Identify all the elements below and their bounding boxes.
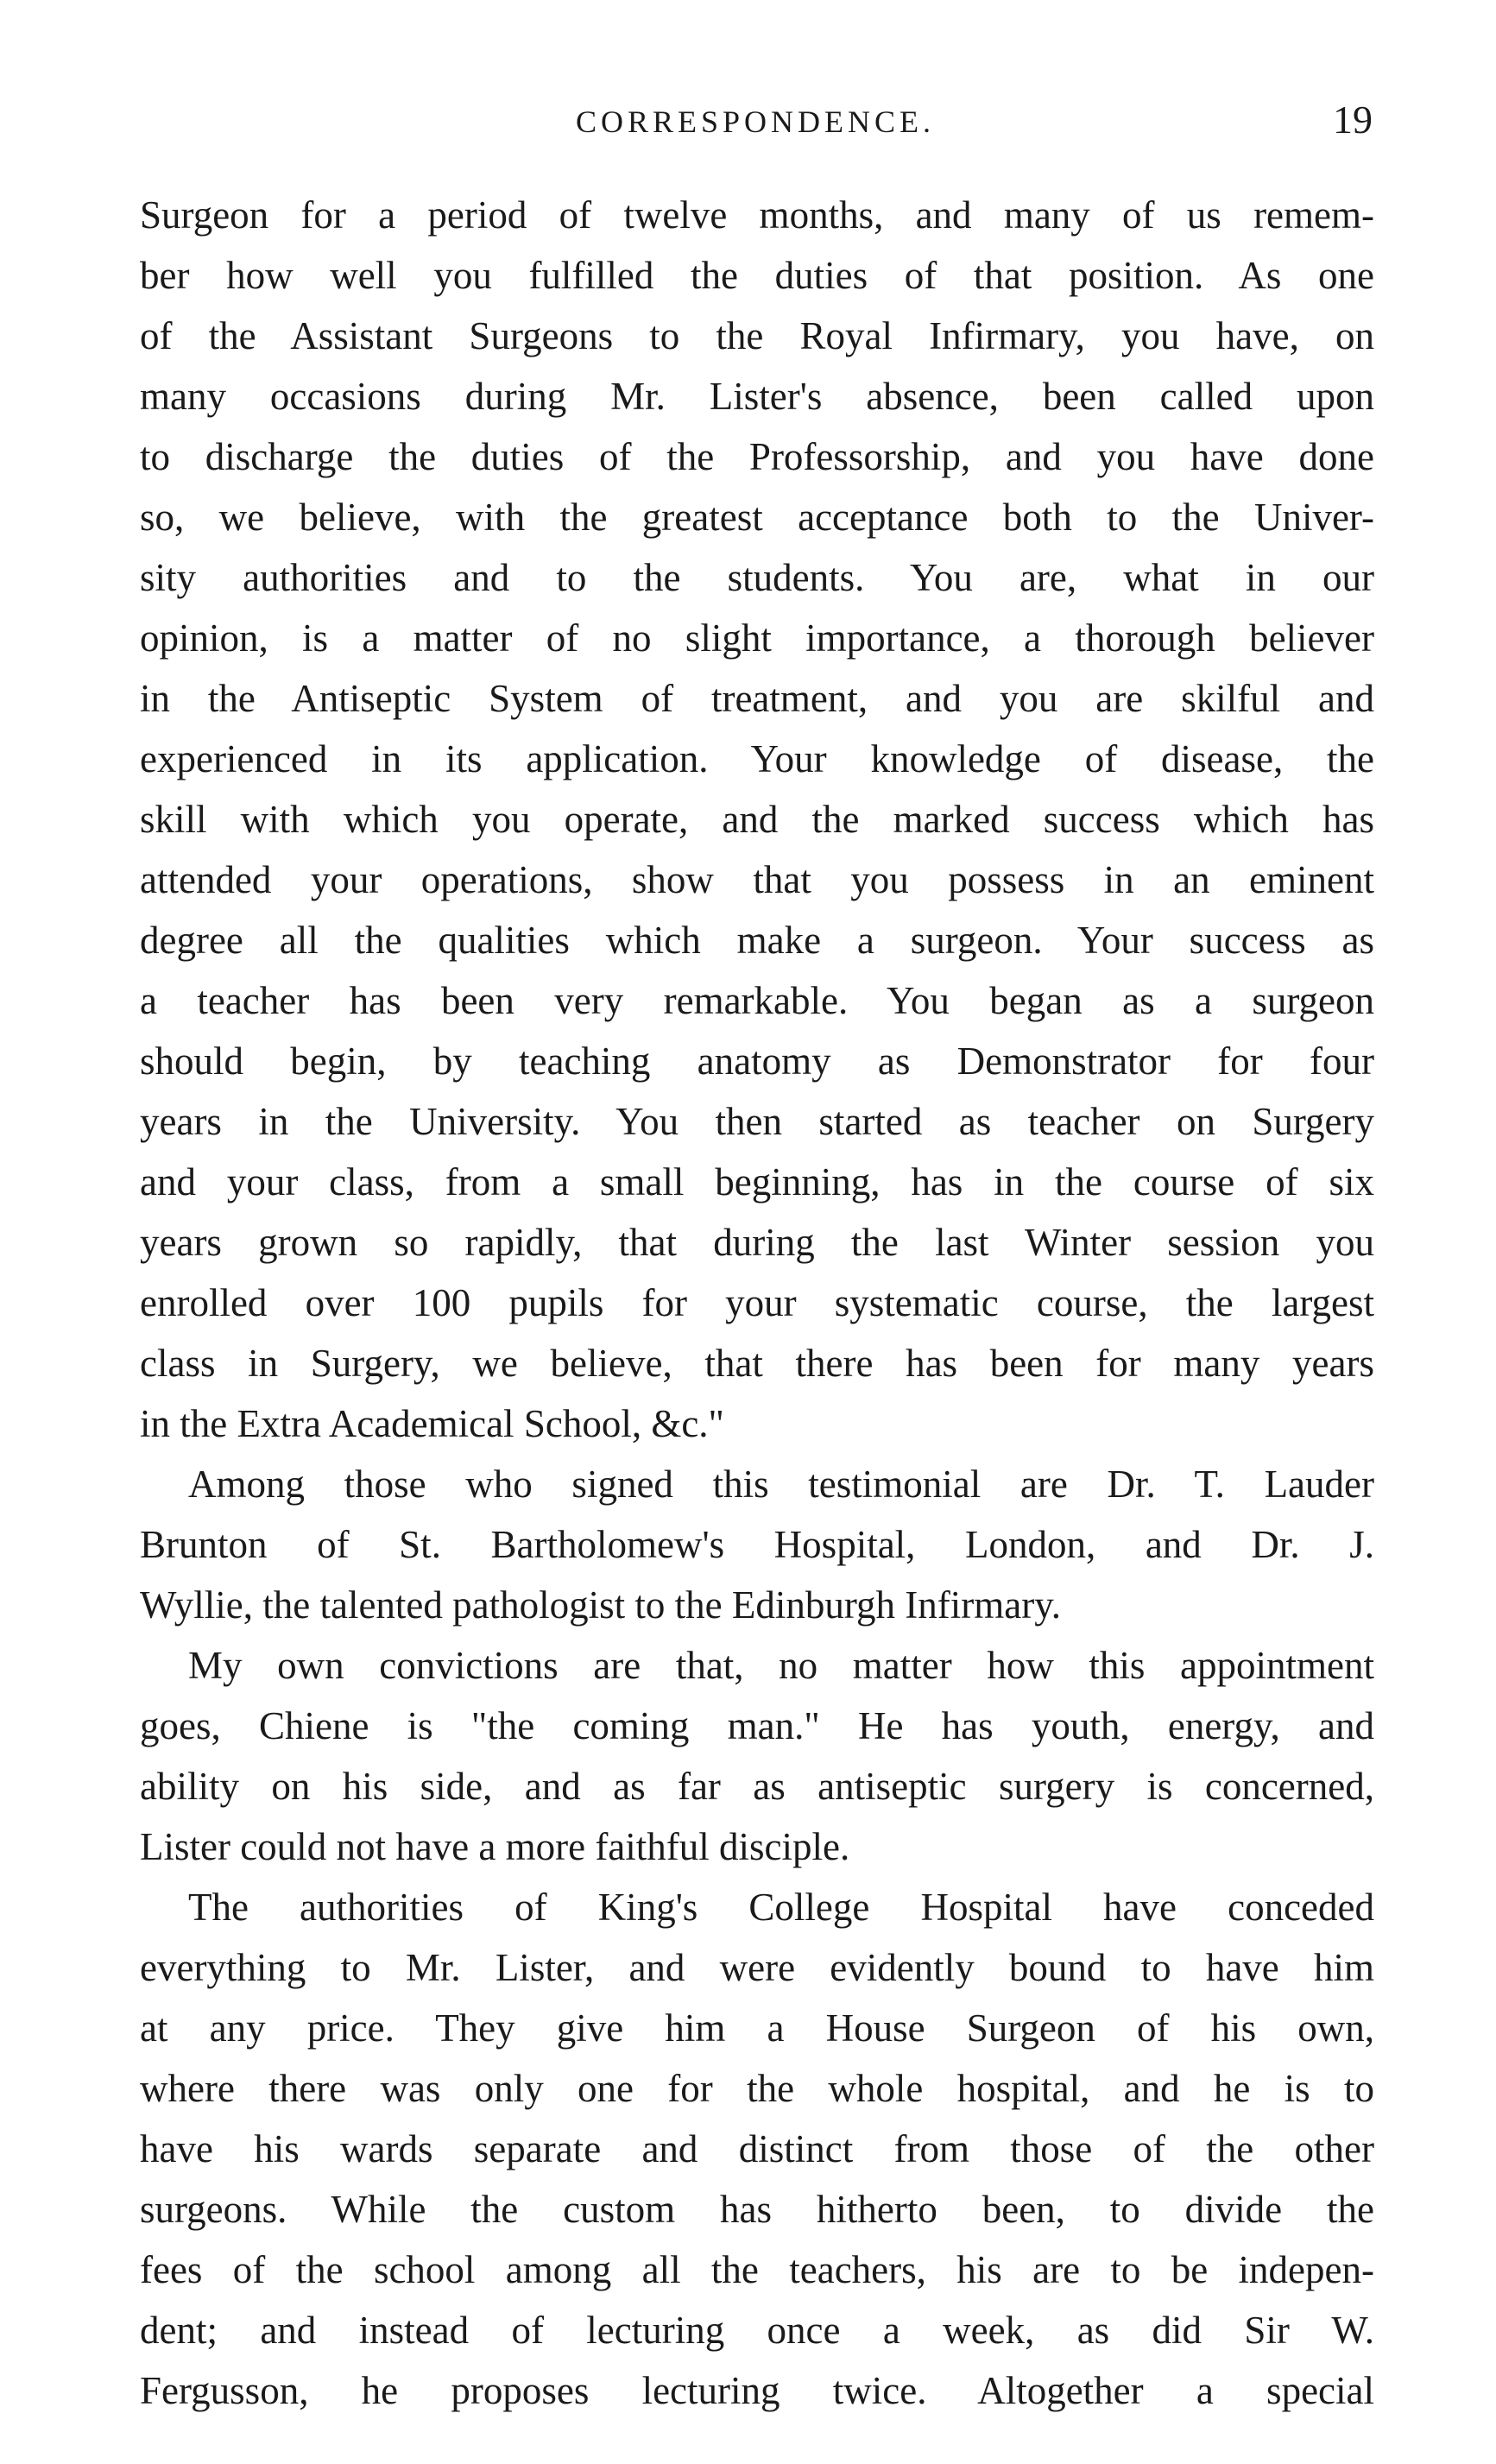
text-line: Fergusson, he proposes lecturing twice. Altogether a special bbox=[140, 2369, 1374, 2412]
page-number: 19 bbox=[1333, 98, 1373, 142]
paragraph-kings-college bbox=[140, 1877, 1374, 2421]
text-line: and your class, from a small beginning, has in the course of six bbox=[140, 1160, 1374, 1204]
text-line: to discharge the duties of the Professorship, and you have done bbox=[140, 435, 1374, 478]
text-line: dent; and instead of lecturing once a week, as did Sir W. bbox=[140, 2309, 1374, 2352]
paragraph-testimonial-continued bbox=[140, 185, 1374, 1454]
text-line: Wyllie, the talented pathologist to the Edinburgh Infirmary. bbox=[140, 1583, 1062, 1627]
text-line: class in Surgery, we believe, that there has been for many years bbox=[140, 1342, 1374, 1385]
text-line: fees of the school among all the teachers, his are to be indepen- bbox=[140, 2248, 1374, 2291]
text-line: many occasions during Mr. Lister's absence, been called upon bbox=[140, 375, 1374, 418]
text-line: goes, Chiene is "the coming man." He has youth, energy, and bbox=[140, 1704, 1374, 1747]
text-line: in the Extra Academical School, &c." bbox=[140, 1402, 724, 1445]
text-line: degree all the qualities which make a surgeon. Your success as bbox=[140, 919, 1374, 962]
body-text bbox=[140, 185, 1374, 2421]
text-line: at any price. They give him a House Surgeon of his own, bbox=[140, 2006, 1374, 2050]
running-header bbox=[138, 97, 1373, 148]
text-line: attended your operations, show that you possess in an eminent bbox=[140, 858, 1374, 901]
text-line: enrolled over 100 pupils for your systematic course, the largest bbox=[140, 1281, 1374, 1324]
text-line: ability on his side, and as far as antiseptic surgery is concerned, bbox=[140, 1765, 1374, 1808]
text-line: surgeons. While the custom has hitherto been, to divide the bbox=[140, 2188, 1374, 2231]
text-line: where there was only one for the whole hospital, and he is to bbox=[140, 2067, 1374, 2110]
text-line: of the Assistant Surgeons to the Royal Infirmary, you have, on bbox=[140, 314, 1374, 357]
text-line: so, we believe, with the greatest acceptance both to the Univer- bbox=[140, 496, 1374, 539]
text-line: everything to Mr. Lister, and were evidently bound to have him bbox=[140, 1946, 1374, 1989]
text-line: Surgeon for a period of twelve months, and many of us remem- bbox=[140, 193, 1374, 237]
text-line: skill with which you operate, and the marked success which has bbox=[140, 798, 1374, 841]
text-line: have his wards separate and distinct from those of the other bbox=[140, 2127, 1374, 2170]
text-line: in the Antiseptic System of treatment, and you are skilful and bbox=[140, 677, 1374, 720]
text-line: sity authorities and to the students. You are, what in our bbox=[140, 556, 1374, 599]
text-line: should begin, by teaching anatomy as Demonstrator for four bbox=[140, 1039, 1374, 1083]
text-line: Brunton of St. Bartholomew's Hospital, London, and Dr. J. bbox=[140, 1523, 1374, 1566]
text-line: Among those who signed this testimonial are Dr. T. Lauder bbox=[188, 1463, 1374, 1506]
text-line: Lister could not have a more faithful disciple. bbox=[140, 1825, 850, 1868]
text-line: opinion, is a matter of no slight importance, a thorough believer bbox=[140, 616, 1374, 660]
text-line: ber how well you fulfilled the duties of that position. As one bbox=[140, 254, 1374, 297]
text-line: years grown so rapidly, that during the last Winter session you bbox=[140, 1221, 1374, 1264]
text-line: a teacher has been very remarkable. You began as a surgeon bbox=[140, 979, 1374, 1022]
paragraph-convictions bbox=[140, 1635, 1374, 1877]
text-line: My own convictions are that, no matter how this appointment bbox=[188, 1644, 1374, 1687]
text-line: years in the University. You then started as teacher on Surgery bbox=[140, 1100, 1374, 1143]
text-line: The authorities of King's College Hospital have conceded bbox=[188, 1886, 1374, 1929]
running-header-title: CORRESPONDENCE. bbox=[575, 104, 936, 139]
paragraph-signatories bbox=[140, 1454, 1374, 1635]
text-line: experienced in its application. Your knowledge of disease, the bbox=[140, 737, 1374, 780]
